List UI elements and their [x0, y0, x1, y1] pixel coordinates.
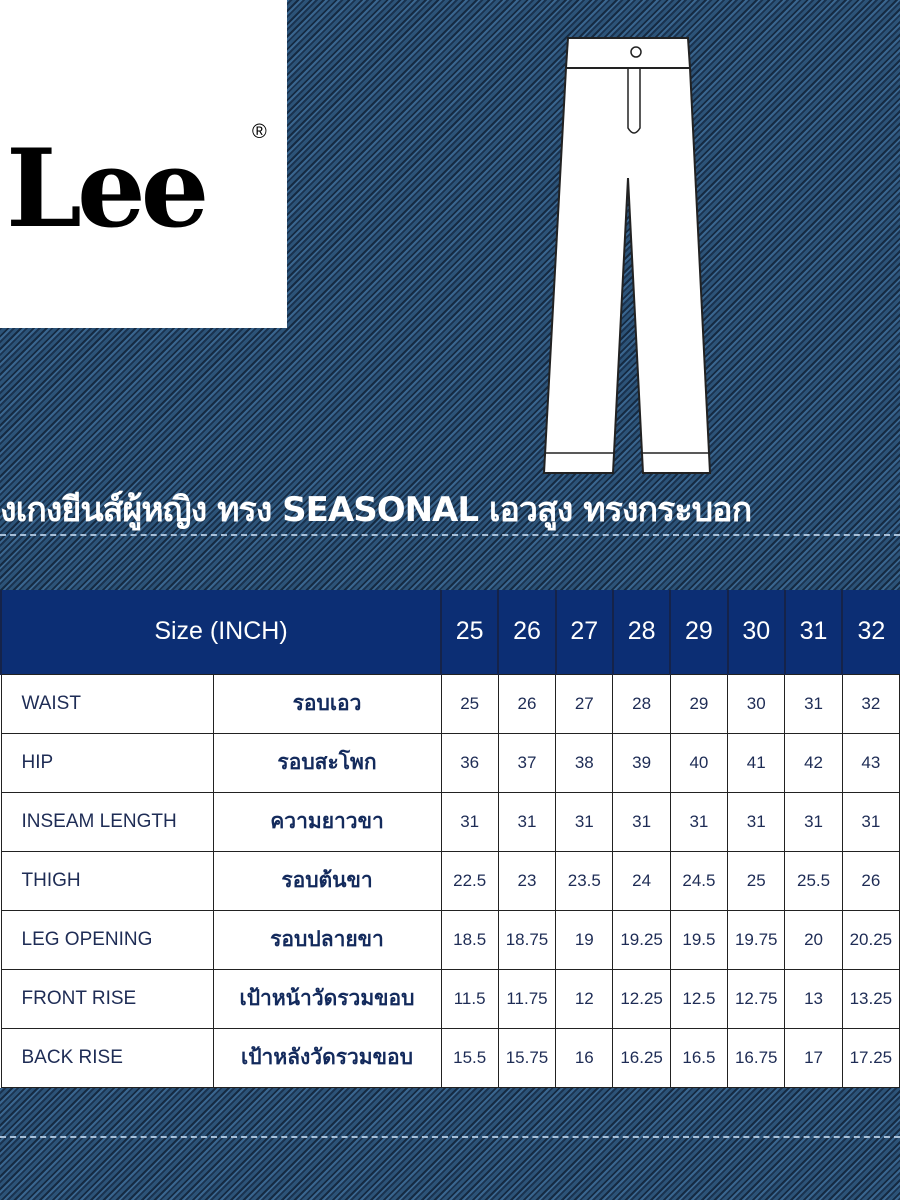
lee-logo — [0, 0, 287, 328]
measure-value: 23 — [498, 851, 555, 910]
measure-name-th: รอบเอว — [213, 674, 441, 733]
size-col: 28 — [613, 590, 670, 674]
measure-value: 31 — [842, 792, 899, 851]
measure-value: 26 — [498, 674, 555, 733]
measure-value: 18.75 — [498, 910, 555, 969]
measure-value: 24 — [613, 851, 670, 910]
measure-value: 11.75 — [498, 969, 555, 1028]
measure-name-en: THIGH — [1, 851, 213, 910]
measure-value: 13.25 — [842, 969, 899, 1028]
measure-value: 20.25 — [842, 910, 899, 969]
measure-value: 25 — [728, 851, 785, 910]
table-row — [1, 851, 900, 910]
measure-value: 37 — [498, 733, 555, 792]
measure-name-th: เป้าหลังวัดรวมขอบ — [213, 1028, 441, 1087]
measure-value: 16.25 — [613, 1028, 670, 1087]
size-chart-table — [0, 590, 900, 1088]
measure-value: 15.5 — [441, 1028, 498, 1087]
measure-value: 30 — [728, 674, 785, 733]
measure-value: 31 — [785, 792, 842, 851]
measure-name-th: เป้าหน้าวัดรวมขอบ — [213, 969, 441, 1028]
size-col: 27 — [556, 590, 613, 674]
measure-value: 16 — [556, 1028, 613, 1087]
measure-value: 18.5 — [441, 910, 498, 969]
measure-value: 22.5 — [441, 851, 498, 910]
measure-name-en: LEG OPENING — [1, 910, 213, 969]
measure-value: 19.5 — [670, 910, 727, 969]
table-row — [1, 792, 900, 851]
size-col: 25 — [441, 590, 498, 674]
size-col: 29 — [670, 590, 727, 674]
table-row — [1, 733, 900, 792]
measure-value: 42 — [785, 733, 842, 792]
measure-value: 12.5 — [670, 969, 727, 1028]
measure-value: 19.25 — [613, 910, 670, 969]
measure-value: 41 — [728, 733, 785, 792]
divider — [0, 1136, 900, 1138]
measure-value: 16.5 — [670, 1028, 727, 1087]
measure-value: 13 — [785, 969, 842, 1028]
measure-name-th: รอบต้นขา — [213, 851, 441, 910]
jeans-illustration — [538, 28, 718, 488]
measure-value: 38 — [556, 733, 613, 792]
size-col: 26 — [498, 590, 555, 674]
measure-value: 29 — [670, 674, 727, 733]
measure-value: 31 — [498, 792, 555, 851]
measure-value: 27 — [556, 674, 613, 733]
measure-value: 32 — [842, 674, 899, 733]
logo-text: Lee — [6, 126, 205, 252]
measure-value: 17.25 — [842, 1028, 899, 1087]
measure-value: 25.5 — [785, 851, 842, 910]
measure-value: 17 — [785, 1028, 842, 1087]
measure-value: 31 — [785, 674, 842, 733]
measure-value: 19.75 — [728, 910, 785, 969]
measure-value: 25 — [441, 674, 498, 733]
measure-value: 31 — [556, 792, 613, 851]
measure-value: 28 — [613, 674, 670, 733]
measure-name-en: WAIST — [1, 674, 213, 733]
size-header-row — [1, 590, 900, 674]
measure-value: 31 — [441, 792, 498, 851]
measure-value: 24.5 — [670, 851, 727, 910]
table-row — [1, 674, 900, 733]
product-title: งเกงยีนส์ผู้หญิง ทรง SEASONAL เอวสูง ทรงกระบอก — [0, 490, 752, 530]
measure-name-en: HIP — [1, 733, 213, 792]
measure-name-th: ความยาวขา — [213, 792, 441, 851]
size-col: 32 — [842, 590, 899, 674]
table-row — [1, 969, 900, 1028]
table-row — [1, 1028, 900, 1087]
measure-value: 31 — [728, 792, 785, 851]
measure-name-en: FRONT RISE — [1, 969, 213, 1028]
measure-value: 31 — [613, 792, 670, 851]
measure-name-th: รอบปลายขา — [213, 910, 441, 969]
size-col: 30 — [728, 590, 785, 674]
size-header-label: Size (INCH) — [1, 590, 441, 674]
registered-mark: ® — [252, 121, 267, 143]
measure-value: 19 — [556, 910, 613, 969]
measure-value: 26 — [842, 851, 899, 910]
divider — [0, 534, 900, 536]
measure-value: 23.5 — [556, 851, 613, 910]
measure-value: 12.75 — [728, 969, 785, 1028]
measure-value: 20 — [785, 910, 842, 969]
measure-value: 11.5 — [441, 969, 498, 1028]
measure-name-th: รอบสะโพก — [213, 733, 441, 792]
measure-value: 31 — [670, 792, 727, 851]
measure-name-en: BACK RISE — [1, 1028, 213, 1087]
measure-value: 40 — [670, 733, 727, 792]
measure-value: 36 — [441, 733, 498, 792]
measure-value: 16.75 — [728, 1028, 785, 1087]
measure-value: 15.75 — [498, 1028, 555, 1087]
measure-value: 39 — [613, 733, 670, 792]
size-col: 31 — [785, 590, 842, 674]
measure-name-en: INSEAM LENGTH — [1, 792, 213, 851]
measure-value: 12 — [556, 969, 613, 1028]
table-row — [1, 910, 900, 969]
measure-value: 43 — [842, 733, 899, 792]
measure-value: 12.25 — [613, 969, 670, 1028]
